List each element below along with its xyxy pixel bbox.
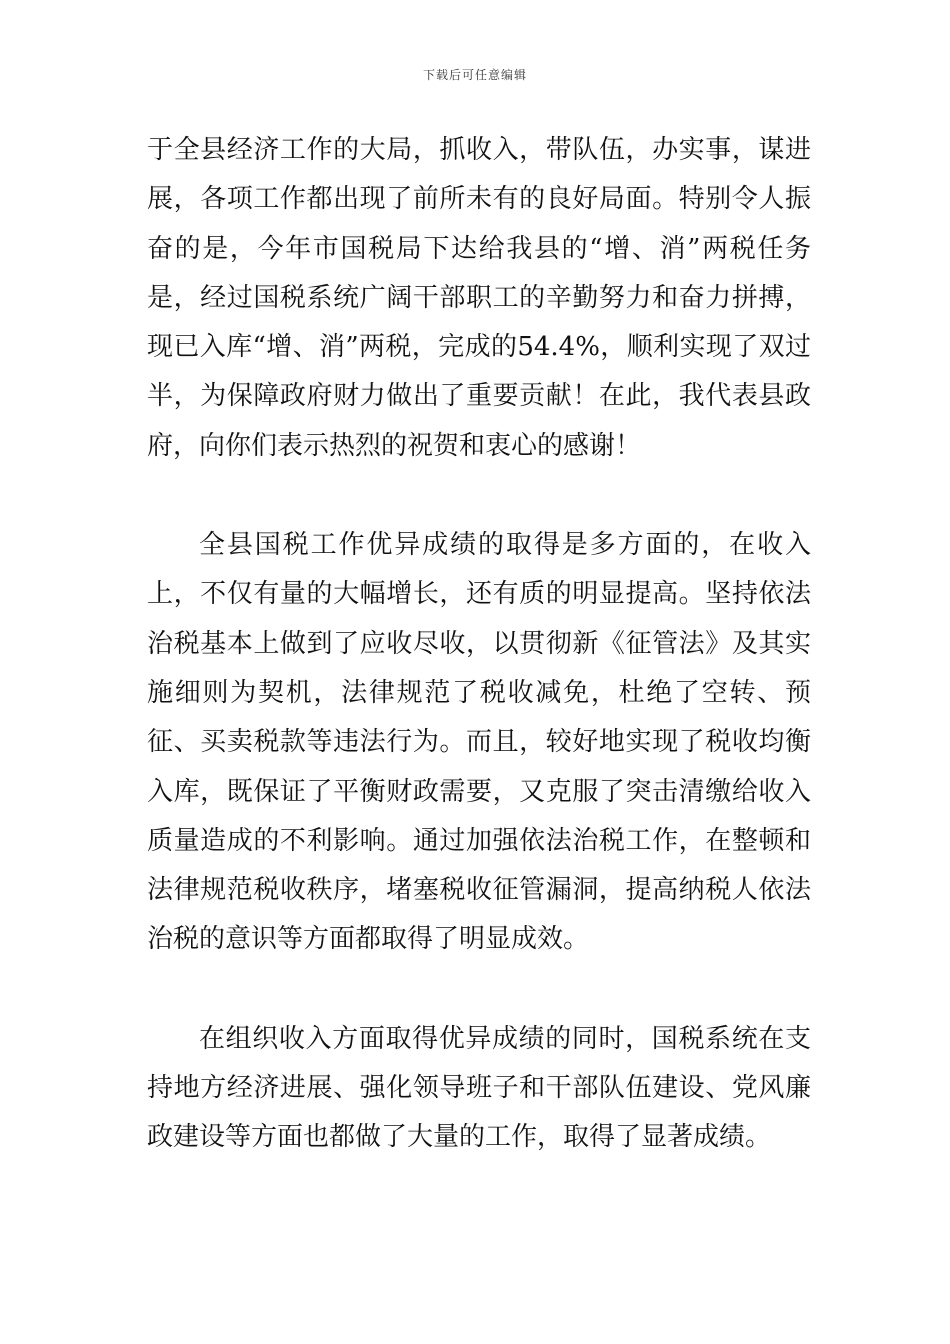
paragraph-gap xyxy=(147,965,811,1015)
paragraph-gap xyxy=(147,471,811,521)
header-note: 下载后可任意编辑 xyxy=(422,68,527,82)
paragraph-continuation: 于全县经济工作的大局，抓收入，带队伍，办实事，谋进展，各项工作都出现了前所未有的良好局面。特别令人振奋的是，今年市国税局下达给我县的“增、消”两税任务是，经过国税系统广阔干部职工的辛勤努力和奋力拼搏，现已入库“增、消”两税，完成的54.4%，顺利实现了双过半，为保障政府财力做出了重要贡献！在此，我代表县政府，向你们表示热烈的祝贺和衷心的感谢！ xyxy=(147,135,811,461)
paragraph-tax-achievements: 全县国税工作优异成绩的取得是多方面的，在收入上，不仅有量的大幅增长，还有质的明显提高。坚持依法治税基本上做到了应收尽收，以贯彻新《征管法》及其实施细则为契机，法律规范了税收减免，杜绝了空转、预征、买卖税款等违法行为。而且，较好地实现了税收均衡入库，既保证了平衡财政需要，又克服了突击清缴给收入质量造成的不利影响。通过加强依法治税工作，在整顿和法律规范税收秩序，堵塞税收征管漏洞，提高纳税人依法治税的意识等方面都取得了明显成效。 xyxy=(147,530,811,955)
paragraph-other-achievements: 在组织收入方面取得优异成绩的同时，国税系统在支持地方经济进展、强化领导班子和干部队伍建设、党风廉政建设等方面也都做了大量的工作，取得了显著成绩。 xyxy=(147,1023,811,1153)
document-body xyxy=(147,126,811,1163)
